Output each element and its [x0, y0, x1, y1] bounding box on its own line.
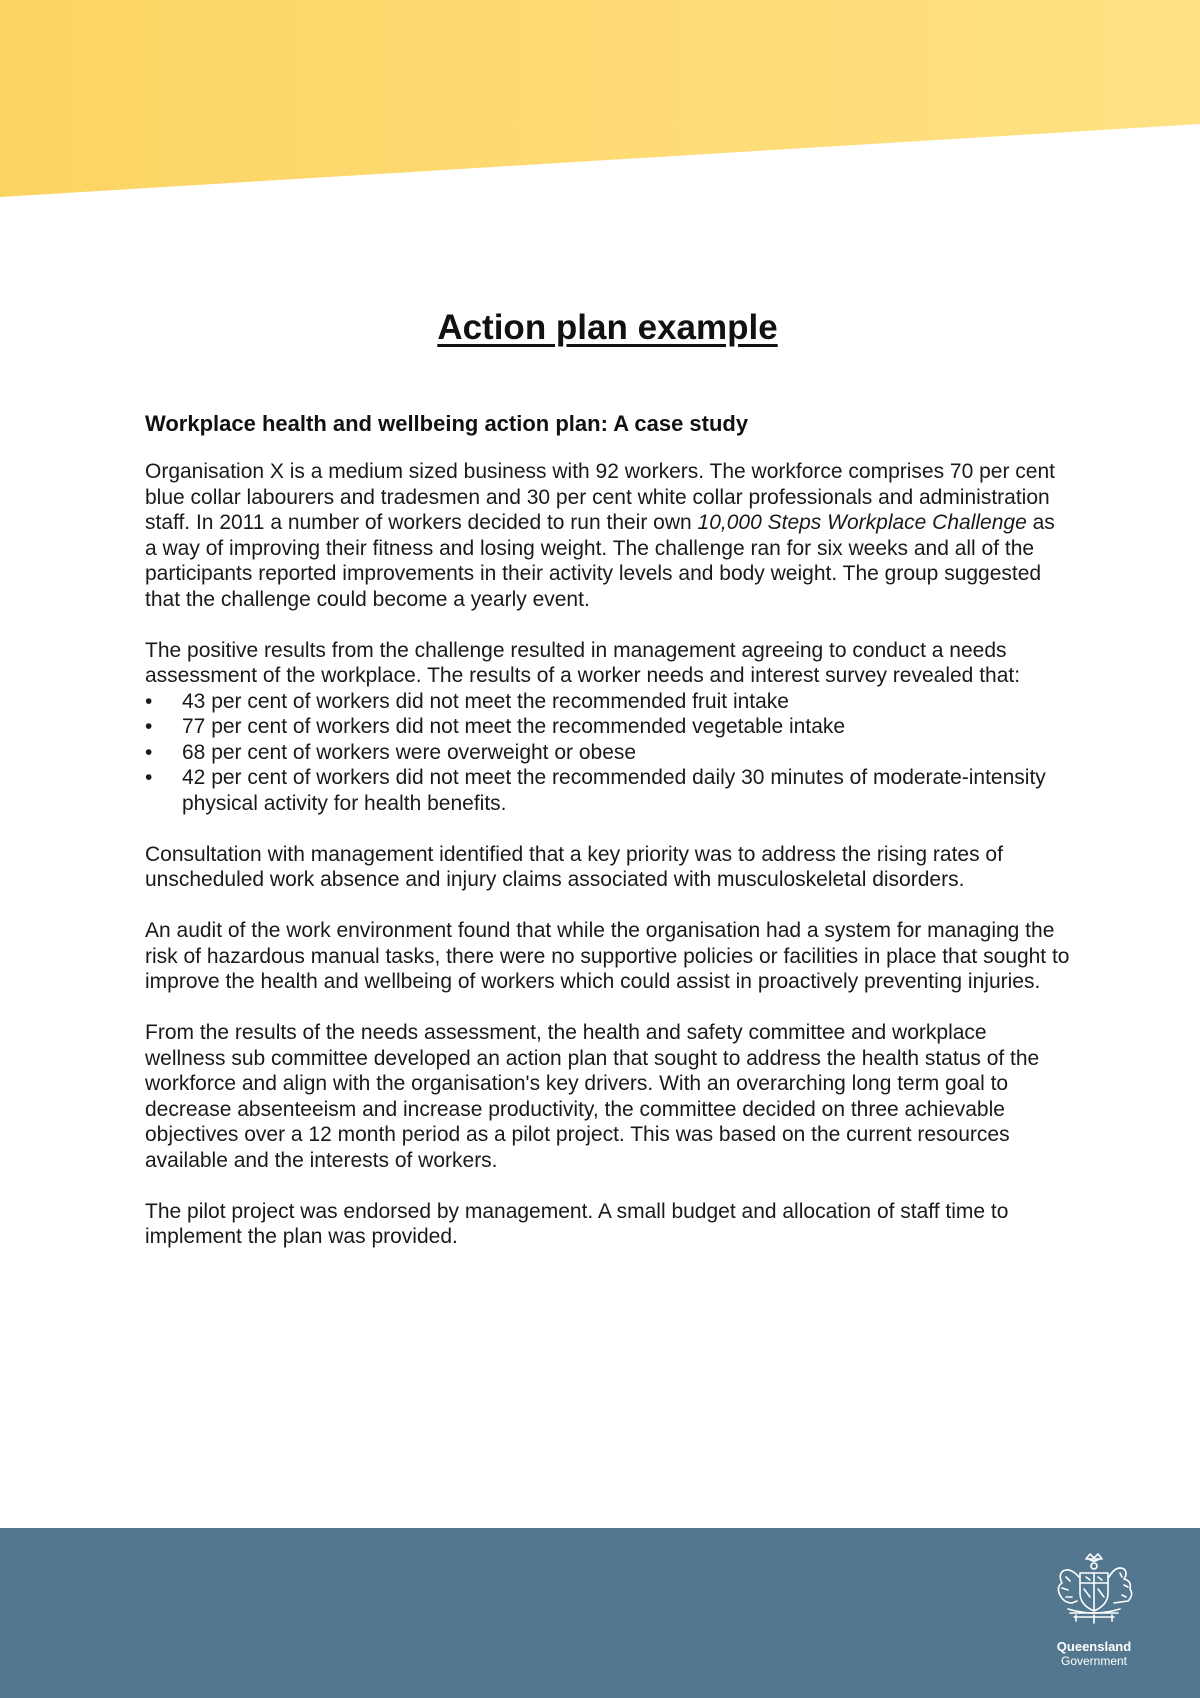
survey-results-list: [145, 689, 1070, 817]
paragraph-pilot-endorsement: The pilot project was endorsed by management. A small budget and allocation of staff time to implement the plan was provided.: [145, 1199, 1009, 1248]
top-banner-yellow-swoosh: [0, 0, 1200, 200]
challenge-name-italic: 10,000 Steps Workplace Challenge: [697, 511, 1027, 534]
queensland-government-crest-icon: [1046, 1553, 1142, 1625]
page-title: Action plan example: [437, 308, 778, 347]
paragraph-organisation-intro: [145, 459, 1070, 612]
list-item: • 68 per cent of workers were overweight or obese: [145, 740, 1070, 766]
document-body: [145, 308, 1070, 1250]
paragraph-needs-assessment: The positive results from the challenge resulted in management agreeing to conduct a needs assessment of the workplace. The results of a worker needs and interest survey revealed that:: [145, 638, 1021, 687]
footer-bar: [0, 1528, 1200, 1698]
paragraph-text: as a way of improving their fitness and losing weight. The challenge ran for six weeks and all of the participants reported improvements in their activity levels and body weight. The group suggested that the challenge could become a yearly event.: [145, 511, 1055, 611]
case-study-heading: Workplace health and wellbeing action plan: A case study: [145, 411, 749, 436]
paragraph-action-plan: From the results of the needs assessment, the health and safety committee and workplace wellness sub committee developed an action plan that sought to address the health status of the workforce and align with the organisation's key drivers. With an overarching long term goal to decrease absenteeism and increase productivity, the committee decided on three achievable objectives over a 12 month period as a pilot project. This was based on the current resources available and the interests of workers.: [145, 1021, 1040, 1172]
paragraph-consultation: Consultation with management identified that a key priority was to address the rising rates of unscheduled work absence and injury claims associated with musculoskeletal disorders.: [145, 842, 1003, 891]
list-item: • 42 per cent of workers did not meet the recommended daily 30 minutes of moderate-intensity physical activity for health benefits.: [145, 765, 1070, 816]
list-item: • 77 per cent of workers did not meet the recommended vegetable intake: [145, 714, 1070, 740]
logo-text-government: Government: [1060, 1654, 1128, 1668]
paragraph-audit: An audit of the work environment found that while the organisation had a system for managing the risk of hazardous manual tasks, there were no supportive policies or facilities in place that sought to improve the health and wellbeing of workers which could assist in proactively preventing injuries.: [145, 919, 1070, 993]
logo-text-queensland: Queensland: [1056, 1639, 1132, 1654]
list-item: • 43 per cent of workers did not meet the recommended fruit intake: [145, 689, 1070, 715]
paragraph-text: Organisation X is a medium sized business with 92 workers. The workforce comprises 70 per cent blue collar labourers and tradesmen and 30 per cent white collar professionals and administration staff. In 2011 a number of workers decided to run their own: [145, 460, 1056, 534]
